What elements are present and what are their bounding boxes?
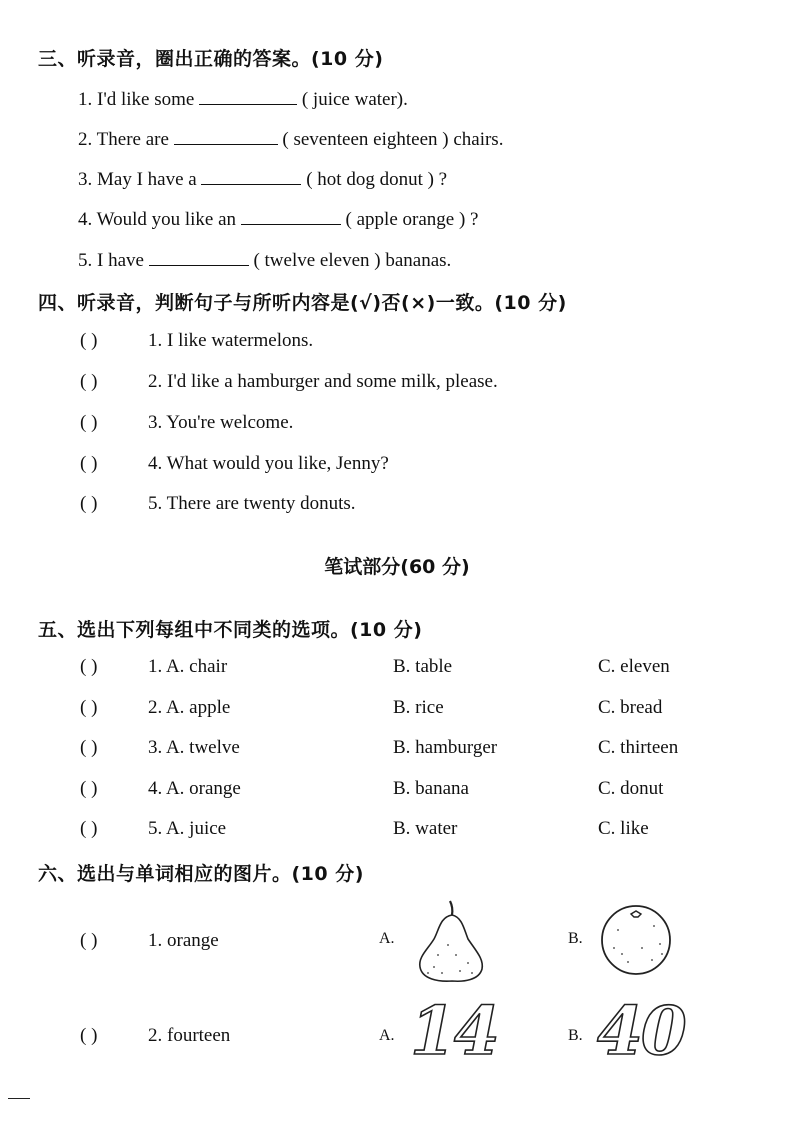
orange-icon[interactable] (598, 902, 676, 980)
section5-option-a-2: 2. A. apple (148, 697, 231, 718)
item-choices: ( hot dog donut ) ? (306, 169, 448, 190)
section5-option-c-5: C. like (598, 818, 649, 839)
section5-option-c-3: C. thirteen (598, 737, 679, 758)
section4-item-5: 5. There are twenty donuts. (148, 493, 356, 514)
section5-option-b-4: B. banana (393, 778, 469, 799)
section5-option-b-1: B. table (393, 656, 453, 677)
section6-heading: 六、选出与单词相应的图片。(10 分) (38, 863, 364, 885)
pear-icon[interactable] (412, 895, 492, 987)
section4-item-1: 1. I like watermelons. (148, 330, 314, 351)
section5-paren-5[interactable]: ( ) (80, 818, 98, 839)
section5-option-a-4: 4. A. orange (148, 778, 241, 799)
section4-paren-2[interactable]: ( ) (80, 371, 98, 392)
section4-paren-5[interactable]: ( ) (80, 493, 98, 514)
item-text: 1. I'd like some (78, 89, 195, 110)
section6-option-a-label-2: A. (379, 1027, 395, 1044)
answer-blank[interactable] (174, 128, 278, 145)
section3-item-1 (78, 88, 408, 111)
section4-item-4: 4. What would you like, Jenny? (148, 453, 389, 474)
number-14-picture[interactable]: 14 (410, 992, 498, 1070)
answer-blank[interactable] (199, 88, 297, 105)
section5-option-b-2: B. rice (393, 697, 444, 718)
answer-blank[interactable] (201, 168, 301, 185)
section5-heading: 五、选出下列每组中不同类的选项。(10 分) (38, 619, 423, 641)
item-text: 3. May I have a (78, 169, 197, 190)
section6-paren-2[interactable]: ( ) (80, 1025, 98, 1046)
number-40-picture[interactable]: 40 (597, 992, 685, 1070)
section3-item-5 (78, 249, 451, 272)
section3-item-3 (78, 168, 447, 191)
section5-paren-3[interactable]: ( ) (80, 737, 98, 758)
section4-item-3: 3. You're welcome. (148, 412, 294, 433)
section4-paren-3[interactable]: ( ) (80, 412, 98, 433)
section6-option-a-label-1: A. (379, 930, 395, 947)
section3-item-2 (78, 128, 503, 151)
section6-word-2: 2. fourteen (148, 1025, 231, 1046)
section3-heading: 三、听录音，圈出正确的答案。(10 分) (38, 48, 384, 70)
section6-word-1: 1. orange (148, 930, 219, 951)
section6-option-b-label-1: B. (568, 930, 583, 947)
section5-option-c-4: C. donut (598, 778, 664, 799)
section5-option-b-3: B. hamburger (393, 737, 498, 758)
item-choices: ( seventeen eighteen ) chairs. (282, 129, 504, 150)
section5-option-a-5: 5. A. juice (148, 818, 227, 839)
section5-option-c-1: C. eleven (598, 656, 670, 677)
section3-item-4 (78, 208, 478, 231)
section6-option-b-label-2: B. (568, 1027, 583, 1044)
section5-option-c-2: C. bread (598, 697, 663, 718)
section5-paren-4[interactable]: ( ) (80, 778, 98, 799)
item-choices: ( apple orange ) ? (345, 209, 479, 230)
section4-paren-1[interactable]: ( ) (80, 330, 98, 351)
item-text: 5. I have (78, 250, 144, 271)
section4-item-2: 2. I'd like a hamburger and some milk, please. (148, 371, 498, 392)
section4-heading: 四、听录音，判断句子与所听内容是(√)否(×)一致。(10 分) (38, 292, 567, 314)
section5-paren-2[interactable]: ( ) (80, 697, 98, 718)
item-choices: ( twelve eleven ) bananas. (253, 250, 452, 271)
answer-blank[interactable] (241, 208, 341, 225)
section5-option-a-1: 1. A. chair (148, 656, 228, 677)
item-choices: ( juice water). (301, 89, 408, 110)
answer-blank[interactable] (149, 249, 249, 266)
page-corner-rule (8, 1098, 30, 1099)
item-text: 2. There are (78, 129, 169, 150)
section5-paren-1[interactable]: ( ) (80, 656, 98, 677)
section5-option-b-5: B. water (393, 818, 458, 839)
section6-paren-1[interactable]: ( ) (80, 930, 98, 951)
section5-option-a-3: 3. A. twelve (148, 737, 240, 758)
section4-paren-4[interactable]: ( ) (80, 453, 98, 474)
written-part-title: 笔试部分(60 分) (324, 556, 470, 578)
item-text: 4. Would you like an (78, 209, 237, 230)
